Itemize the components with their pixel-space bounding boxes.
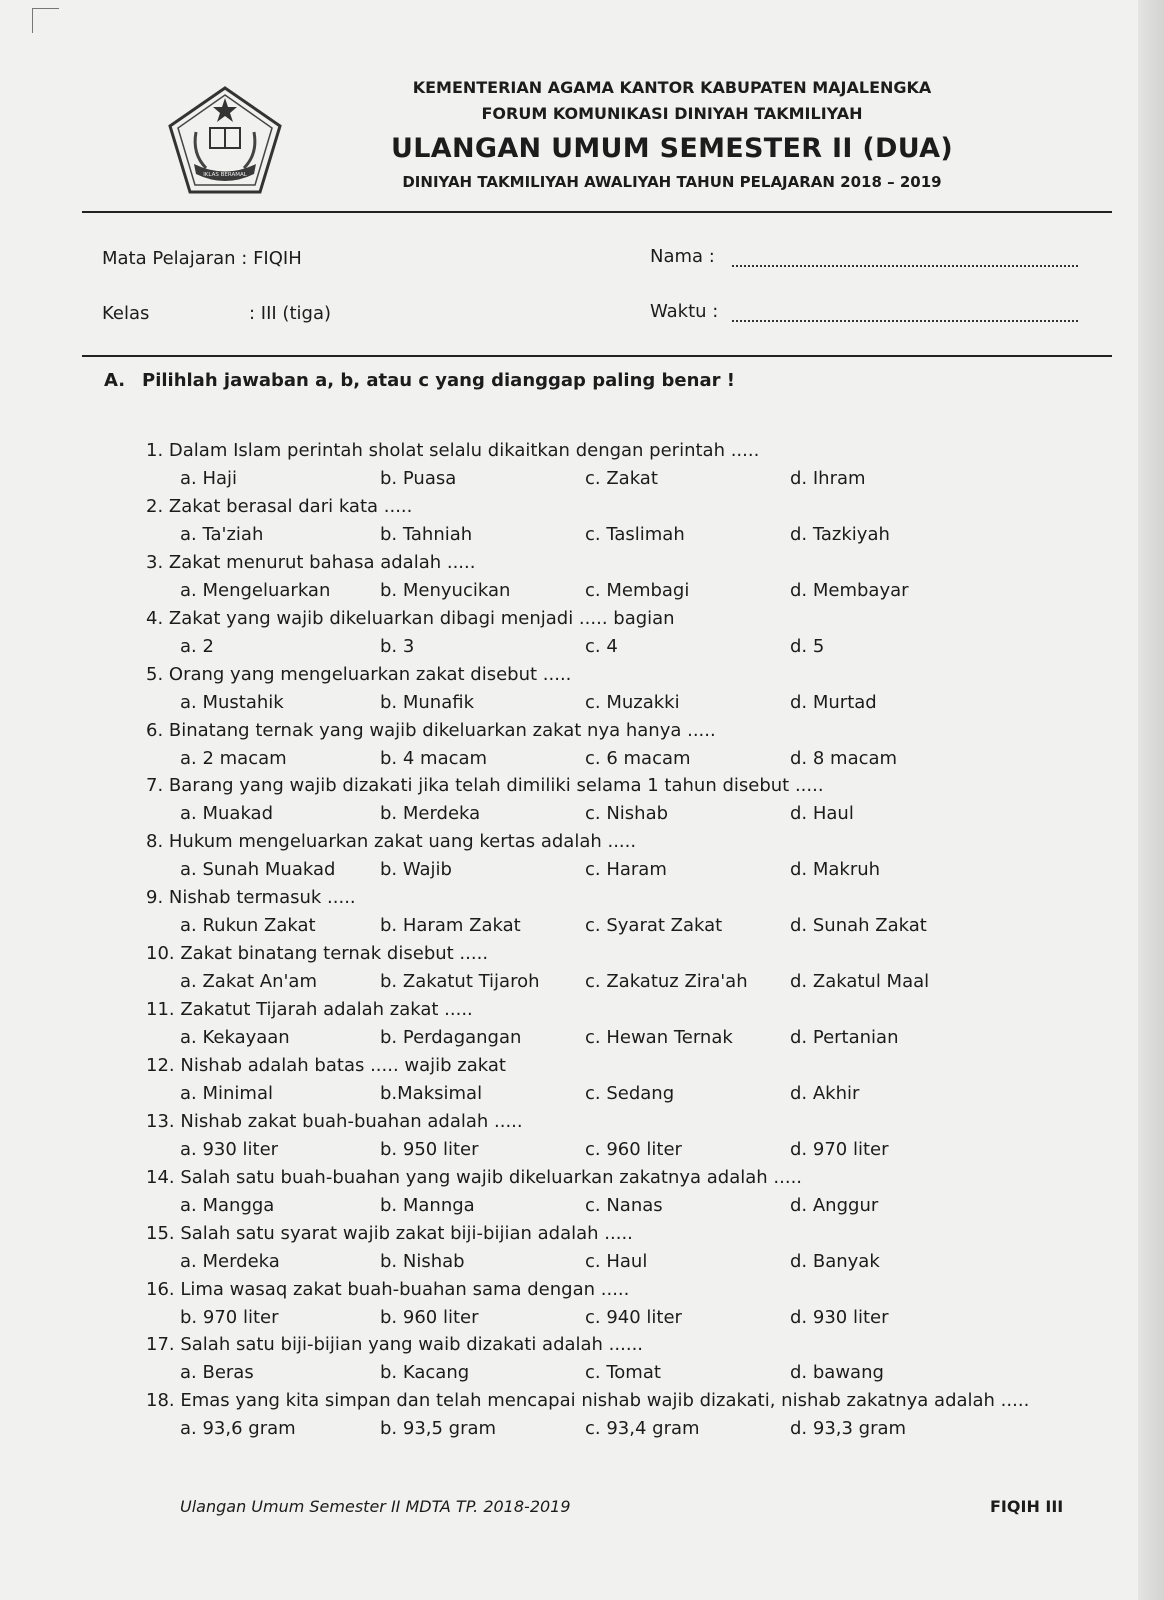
- answer-option[interactable]: a. 930 liter: [180, 1138, 279, 1160]
- question-text: 9. Nishab termasuk .....: [146, 887, 356, 909]
- answer-option[interactable]: a. 2: [180, 635, 214, 657]
- answer-option[interactable]: b. 960 liter: [380, 1306, 479, 1328]
- answer-option[interactable]: b. Munafik: [380, 691, 475, 713]
- question-text: 1. Dalam Islam perintah sholat selalu dikaitkan dengan perintah .....: [146, 440, 760, 461]
- question-text: 6. Binatang ternak yang wajib dikeluarkan zakat nya hanya .....: [146, 719, 716, 741]
- answer-option[interactable]: c. 940 liter: [585, 1306, 682, 1328]
- answer-option[interactable]: a. Ta'ziah: [180, 523, 264, 545]
- answer-option[interactable]: b. 4 macam: [380, 747, 488, 769]
- answer-option[interactable]: b. 93,5 gram: [380, 1418, 497, 1440]
- answer-option[interactable]: c. Taslimah: [585, 523, 685, 545]
- answer-option[interactable]: a. Mustahik: [180, 691, 284, 713]
- answer-option[interactable]: c. Haram: [585, 859, 667, 881]
- forum-name: FORUM KOMUNIKASI DINIYAH TAKMILIYAH: [481, 104, 863, 123]
- answer-option[interactable]: d. Makruh: [790, 859, 881, 881]
- answer-option[interactable]: b. Kacang: [380, 1362, 470, 1384]
- answer-option[interactable]: c. Nishab: [585, 803, 669, 825]
- answer-option[interactable]: c. Hewan Ternak: [585, 1027, 733, 1048]
- answer-option[interactable]: b. Wajib: [380, 859, 452, 881]
- section-letter: A.: [104, 370, 126, 391]
- answer-option[interactable]: c. Syarat Zakat: [585, 915, 723, 937]
- answer-option[interactable]: b. 950 liter: [380, 1138, 479, 1160]
- exam-subtitle: DINIYAH TAKMILIYAH AWALIYAH TAHUN PELAJARAN 2018 – 2019: [402, 173, 942, 191]
- question-text: 14. Salah satu buah-buahan yang wajib dikeluarkan zakatnya adalah .....: [146, 1166, 803, 1188]
- fields-divider: [82, 355, 1112, 357]
- answer-option[interactable]: c. Zakat: [585, 468, 658, 489]
- answer-option[interactable]: d. Ihram: [790, 468, 866, 489]
- answer-option[interactable]: a. Haji: [180, 468, 238, 489]
- answer-option[interactable]: a. Sunah Muakad: [180, 859, 336, 881]
- answer-option[interactable]: b. Haram Zakat: [380, 915, 521, 937]
- section-a-instruction: [104, 370, 735, 391]
- exam-title: ULANGAN UMUM SEMESTER II (DUA): [391, 133, 953, 164]
- corner-mark: [32, 8, 59, 33]
- class-value: : III (tiga): [249, 303, 331, 324]
- answer-option[interactable]: c. 6 macam: [585, 747, 691, 769]
- answer-option[interactable]: a. Muakad: [180, 803, 274, 825]
- answer-option[interactable]: b. Perdagangan: [380, 1027, 522, 1048]
- answer-option[interactable]: a. Kekayaan: [180, 1027, 290, 1048]
- question-text: 10. Zakat binatang ternak disebut .....: [146, 943, 489, 965]
- answer-option[interactable]: d. Zakatul Maal: [790, 971, 930, 993]
- answer-option[interactable]: d. 930 liter: [790, 1306, 889, 1328]
- answer-option[interactable]: c. Tomat: [585, 1362, 661, 1384]
- answer-option[interactable]: d. Haul: [790, 803, 854, 825]
- answer-option[interactable]: d. 970 liter: [790, 1138, 889, 1160]
- answer-option[interactable]: c. Membagi: [585, 579, 690, 601]
- question-text: 4. Zakat yang wajib dikeluarkan dibagi menjadi ..... bagian: [146, 607, 675, 629]
- question-text: 5. Orang yang mengeluarkan zakat disebut .....: [146, 663, 572, 685]
- question-text: 7. Barang yang wajib dizakati jika telah dimiliki selama 1 tahun disebut .....: [146, 775, 824, 797]
- question-text: 15. Salah satu syarat wajib zakat biji-bijian adalah .....: [146, 1222, 633, 1244]
- answer-option[interactable]: c. Nanas: [585, 1194, 663, 1216]
- question-text: 17. Salah satu biji-bijian yang waib dizakati adalah ......: [146, 1334, 644, 1356]
- question-text: 3. Zakat menurut bahasa adalah .....: [146, 551, 476, 573]
- question-text: 12. Nishab adalah batas ..... wajib zakat: [146, 1054, 506, 1076]
- answer-option[interactable]: d. Tazkiyah: [790, 523, 890, 545]
- answer-option[interactable]: a. 2 macam: [180, 747, 287, 769]
- logo-text: IKLAS BERAMAL: [203, 172, 247, 178]
- answer-option[interactable]: b. Merdeka: [380, 803, 481, 825]
- answer-option[interactable]: b. Mannga: [380, 1194, 475, 1216]
- footer-subject: FIQIH III: [990, 1497, 1064, 1516]
- answer-option[interactable]: d. 93,3 gram: [790, 1418, 907, 1440]
- answer-option[interactable]: c. Sedang: [585, 1082, 675, 1104]
- answer-option[interactable]: c. Haul: [585, 1250, 648, 1272]
- answer-option[interactable]: b. Menyucikan: [380, 579, 511, 601]
- answer-option[interactable]: b. Tahniah: [380, 523, 473, 545]
- answer-option[interactable]: d. Anggur: [790, 1194, 879, 1216]
- question-text: 16. Lima wasaq zakat buah-buahan sama dengan .....: [146, 1278, 630, 1300]
- answer-option[interactable]: a. Rukun Zakat: [180, 915, 316, 937]
- answer-option[interactable]: d. 5: [790, 635, 825, 657]
- answer-option[interactable]: a. Mangga: [180, 1194, 275, 1216]
- question-text: 2. Zakat berasal dari kata .....: [146, 495, 413, 517]
- answer-option[interactable]: b. Zakatut Tijaroh: [380, 971, 540, 993]
- answer-option[interactable]: a. Zakat An'am: [180, 971, 317, 993]
- answer-option[interactable]: a. Minimal: [180, 1082, 273, 1104]
- answer-option[interactable]: c. 93,4 gram: [585, 1418, 700, 1440]
- instruction-text: Pilihlah jawaban a, b, atau c yang dianggap paling benar !: [142, 370, 735, 391]
- answer-option[interactable]: b. 970 liter: [180, 1306, 279, 1328]
- answer-option[interactable]: d. bawang: [790, 1362, 884, 1384]
- answer-option[interactable]: c. Muzakki: [585, 691, 680, 713]
- answer-option[interactable]: b. 3: [380, 635, 415, 657]
- page-edge: [1138, 0, 1164, 1600]
- answer-option[interactable]: b. Puasa: [380, 468, 457, 489]
- answer-option[interactable]: d. Akhir: [790, 1082, 860, 1104]
- time-label: Waktu :: [650, 301, 719, 322]
- footer-exam-info: Ulangan Umum Semester II MDTA TP. 2018-2019: [180, 1497, 571, 1516]
- answer-option[interactable]: a. Mengeluarkan: [180, 579, 331, 601]
- answer-option[interactable]: d. Pertanian: [790, 1027, 899, 1048]
- answer-option[interactable]: c. 960 liter: [585, 1138, 682, 1160]
- answer-option[interactable]: d. 8 macam: [790, 747, 898, 769]
- name-input-line[interactable]: [732, 265, 1078, 267]
- header-divider: [82, 211, 1112, 213]
- class-label: Kelas: [102, 303, 150, 324]
- ministry-name: KEMENTERIAN AGAMA KANTOR KABUPATEN MAJALENGKA: [412, 78, 932, 97]
- answer-option[interactable]: b.Maksimal: [380, 1082, 483, 1104]
- subject-label: Mata Pelajaran : FIQIH: [102, 248, 302, 269]
- answer-option[interactable]: a. 93,6 gram: [180, 1418, 296, 1440]
- question-text: 18. Emas yang kita simpan dan telah mencapai nishab wajib dizakati, nishab zakatnya adalah .....: [146, 1390, 1030, 1412]
- answer-option[interactable]: d. Sunah Zakat: [790, 915, 927, 937]
- answer-option[interactable]: a. Beras: [180, 1362, 254, 1384]
- name-label: Nama :: [650, 246, 715, 267]
- answer-option[interactable]: c. Zakatuz Zira'ah: [585, 971, 748, 993]
- question-text: 13. Nishab zakat buah-buahan adalah .....: [146, 1110, 523, 1132]
- question-text: 11. Zakatut Tijarah adalah zakat .....: [146, 999, 473, 1020]
- question-text: 8. Hukum mengeluarkan zakat uang kertas adalah .....: [146, 831, 637, 853]
- answer-option[interactable]: b. Nishab: [380, 1250, 465, 1272]
- answer-option[interactable]: d. Murtad: [790, 691, 877, 713]
- answer-option[interactable]: d. Banyak: [790, 1250, 880, 1272]
- time-input-line[interactable]: [732, 320, 1078, 322]
- answer-option[interactable]: d. Membayar: [790, 579, 909, 601]
- answer-option[interactable]: a. Merdeka: [180, 1250, 280, 1272]
- answer-option[interactable]: c. 4: [585, 635, 618, 657]
